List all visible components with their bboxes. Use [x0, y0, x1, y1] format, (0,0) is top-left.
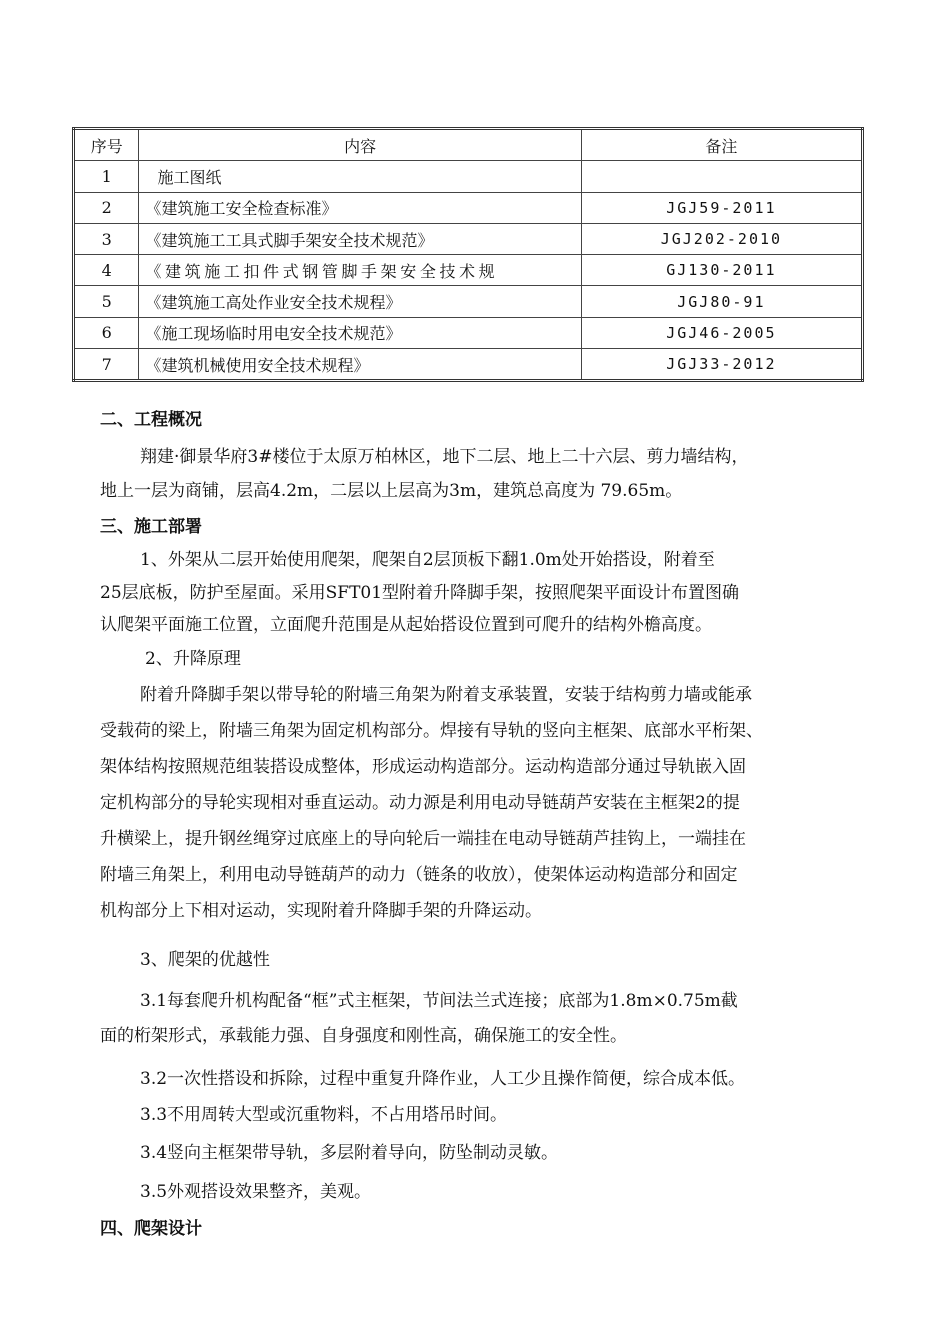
table-row — [74, 349, 863, 381]
row-no: 4 — [74, 255, 139, 286]
row-no: 7 — [74, 349, 139, 381]
table-row — [74, 161, 863, 192]
item-3-title: 3、爬架的优越性 — [140, 950, 270, 970]
row-content: 施工图纸 — [139, 161, 581, 192]
row-content: 《建筑施工工具式脚手架安全技术规范》 — [139, 223, 581, 254]
table-row — [74, 255, 863, 286]
row-note: JGJ59-2011 — [581, 192, 862, 223]
row-note: JGJ80-91 — [581, 286, 862, 317]
row-no: 6 — [74, 317, 139, 348]
reference-standards-table — [72, 127, 864, 382]
item-2-line-2: 受载荷的梁上，附墙三角架为固定机构部分。焊接有导轨的竖向主框架、底部水平桁架、 — [100, 721, 763, 741]
row-content: 《建筑施工扣件式钢管脚手架安全技术规 — [139, 255, 581, 286]
table-row — [74, 223, 863, 254]
row-no: 3 — [74, 223, 139, 254]
row-note: JGJ202-2010 — [581, 223, 862, 254]
item-3-3: 3.3不用周转大型或沉重物料，不占用塔吊时间。 — [140, 1105, 508, 1125]
row-note: JGJ46-2005 — [581, 317, 862, 348]
table-row — [74, 286, 863, 317]
row-note: GJ130-2011 — [581, 255, 862, 286]
item-2-line-6: 附墙三角架上，利用电动导链葫芦的动力（链条的收放），使架体运动构造部分和固定 — [100, 865, 738, 885]
section-4-heading: 四、爬架设计 — [100, 1219, 202, 1239]
table-row — [74, 192, 863, 223]
item-2-line-5: 升横梁上，提升钢丝绳穿过底座上的导向轮后一端挂在电动导链葫芦挂钩上，一端挂在 — [100, 829, 746, 849]
section-2-heading: 二、工程概况 — [100, 410, 202, 430]
row-content: 《建筑施工高处作业安全技术规程》 — [139, 286, 581, 317]
item-2-line-7: 机构部分上下相对运动，实现附着升降脚手架的升降运动。 — [100, 901, 542, 921]
row-content: 《施工现场临时用电安全技术规范》 — [139, 317, 581, 348]
section-2-line-2: 地上一层为商铺，层高4.2m，二层以上层高为3m，建筑总高度为 79.65m。 — [100, 481, 683, 501]
item-1-line-3: 认爬架平面施工位置，立面爬升范围是从起始搭设位置到可爬升的结构外檐高度。 — [100, 615, 712, 635]
header-content: 内容 — [139, 129, 581, 161]
section-3-heading: 三、施工部署 — [100, 517, 202, 537]
item-2-line-3: 架体结构按照规范组装搭设成整体，形成运动构造部分。运动构造部分通过导轨嵌入固 — [100, 757, 746, 777]
item-3-2: 3.2一次性搭设和拆除，过程中重复升降作业，人工少且操作简便，综合成本低。 — [140, 1069, 746, 1089]
item-3-4: 3.4竖向主框架带导轨，多层附着导向，防坠制动灵敏。 — [140, 1143, 559, 1163]
item-2-line-4: 定机构部分的导轮实现相对垂直运动。动力源是利用电动导链葫芦安装在主框架2的提 — [100, 793, 740, 813]
item-2-line-1: 附着升降脚手架以带导轮的附墙三角架为附着支承装置，安装于结构剪力墙或能承 — [140, 685, 752, 705]
row-note: JGJ33-2012 — [581, 349, 862, 381]
item-1-line-1: 1、外架从二层开始使用爬架，爬架自2层顶板下翻1.0m处开始搭设，附着至 — [140, 550, 715, 570]
item-3-5: 3.5外观搭设效果整齐，美观。 — [140, 1182, 372, 1202]
header-note: 备注 — [581, 129, 862, 161]
row-no: 2 — [74, 192, 139, 223]
item-3-1-line-2: 面的桁架形式，承载能力强、自身强度和刚性高，确保施工的安全性。 — [100, 1026, 627, 1046]
section-2-line-1: 翔建·御景华府3#楼位于太原万柏林区，地下二层、地上二十六层、剪力墙结构， — [140, 447, 749, 467]
row-note — [581, 161, 862, 192]
header-no: 序号 — [74, 129, 139, 161]
item-3-1-line-1: 3.1每套爬升机构配备“框”式主框架，节间法兰式连接；底部为1.8m×0.75m截 — [140, 991, 738, 1011]
row-content: 《建筑机械使用安全技术规程》 — [139, 349, 581, 381]
table-row — [74, 317, 863, 348]
row-no: 1 — [74, 161, 139, 192]
item-1-line-2: 25层底板，防护至屋面。采用SFT01型附着升降脚手架，按照爬架平面设计布置图确 — [100, 583, 740, 603]
table-header-row — [74, 129, 863, 161]
item-2-title: 2、升降原理 — [145, 649, 241, 669]
row-no: 5 — [74, 286, 139, 317]
row-content: 《建筑施工安全检查标准》 — [139, 192, 581, 223]
